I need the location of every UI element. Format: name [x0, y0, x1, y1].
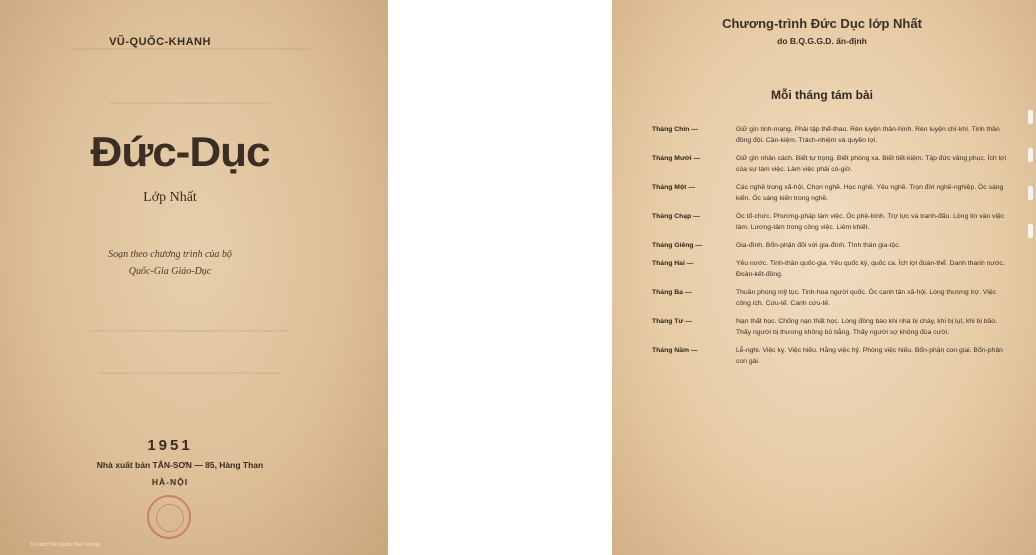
month-lessons: Giữ gìn tinh-mạng. Phải tập thể-thao. Rèn luyện thân-hình. Rèn luyện chí-khí. Tinh thần đồng đội. Cần-kiệm. Trách-nhiệm và quyền lợi.	[736, 126, 1000, 144]
month-label: Tháng Chạp —	[652, 213, 700, 220]
month-label: Tháng Chín —	[652, 126, 699, 133]
watermark-text: Tủ sách Báo Quân Tòa Trường	[30, 542, 100, 548]
monthly-lessons-list	[652, 124, 1012, 374]
author-name: VŨ-QUỐC-KHANH	[109, 36, 211, 48]
month-row	[652, 240, 1012, 251]
month-row	[652, 153, 1012, 175]
month-row	[652, 182, 1012, 204]
library-stamp	[147, 495, 191, 539]
month-label: Tháng Năm —	[652, 347, 698, 354]
book-cover-page	[0, 0, 388, 555]
month-label: Tháng Tư —	[652, 318, 693, 325]
month-row	[652, 316, 1012, 338]
month-lessons: Gia-đình. Bổn-phận đối với gia-đình. Tình thân gia-tộc.	[736, 242, 901, 249]
month-lessons: Nạn thất học. Chống nạn thất học. Lòng đồng bào khi nhà bị cháy, khi bị lụt, khi bị bão. Thấy người bị thương không bỏ bằng. Thấy người sợ không đùa cười.	[736, 318, 997, 336]
lessons-heading: Mỗi tháng tám bài	[771, 88, 873, 102]
page-edge-tears	[1028, 110, 1034, 410]
subtitle-line-2: Quốc-Gia Giáo-Dục	[128, 266, 212, 277]
subtitle-line-1: Soạn theo chương trình của bộ	[108, 249, 232, 260]
month-label: Tháng Hai —	[652, 260, 694, 267]
month-label: Tháng Một —	[652, 184, 696, 191]
month-label: Tháng Ba —	[652, 289, 692, 296]
month-row	[652, 345, 1012, 367]
book-subtitle	[60, 246, 280, 280]
month-row	[652, 258, 1012, 280]
program-subtitle: do B.Q.G.G.D. ấn-định	[777, 36, 867, 46]
month-lessons: Lễ-nghi. Việc kỵ. Việc hiếu. Hằng việc hỷ. Phòng việc hiếu. Bổn-phận con giai. Bổn-phận con gái.	[736, 347, 1003, 365]
month-lessons: Óc tổ-chức. Phương-pháp làm việc. Óc phê-bình. Trợ lực và tranh-đấu. Lòng tin vào việc làm. Lương-tâm trong công việc. Liêm khiết.	[736, 213, 1005, 231]
program-title: Chương-trình Đức Dục lớp Nhất	[722, 16, 922, 31]
month-row	[652, 287, 1012, 309]
publication-year: 1951	[147, 437, 193, 454]
month-row	[652, 124, 1012, 146]
month-row	[652, 211, 1012, 233]
month-lessons: Các nghề trong xã-hội. Chọn nghề. Học nghề. Yêu nghề. Trọn đời nghề-nghiệp. Óc sáng kiến. Óc sáng kiến trong nghề.	[736, 184, 1004, 202]
publisher-line: Nhà xuất bản TÂN-SƠN — 85, Hàng Than	[96, 460, 264, 470]
month-lessons: Yêu nước. Tinh-thần quốc-gia. Yêu quốc kỳ, quốc ca. Ích lợi đoàn-thể. Danh thanh nước. Đoàn-kết-đồng.	[736, 260, 1005, 278]
publisher-city: HÀ-NỘI	[151, 477, 189, 487]
book-title: Đức-Dục	[90, 128, 270, 175]
book-grade: Lớp Nhất	[143, 190, 197, 205]
program-page	[612, 0, 1036, 555]
month-label: Tháng Mười —	[652, 155, 701, 162]
month-lessons: Thuần phong mỹ tục. Tinh-hoa người quốc. Óc canh tân xã-hội. Lòng thương trợ. Việc công ích. Cứu-tế. Canh cứu-tế.	[736, 289, 997, 307]
month-label: Tháng Giêng —	[652, 242, 703, 249]
month-lessons: Giữ gìn nhân cách. Biết tự trọng. Biết phòng xa. Biết tiết-kiệm. Tập đức vâng phục. Ích lợi của sự làm việc. Làm việc phải có-giờ.	[736, 155, 1006, 173]
